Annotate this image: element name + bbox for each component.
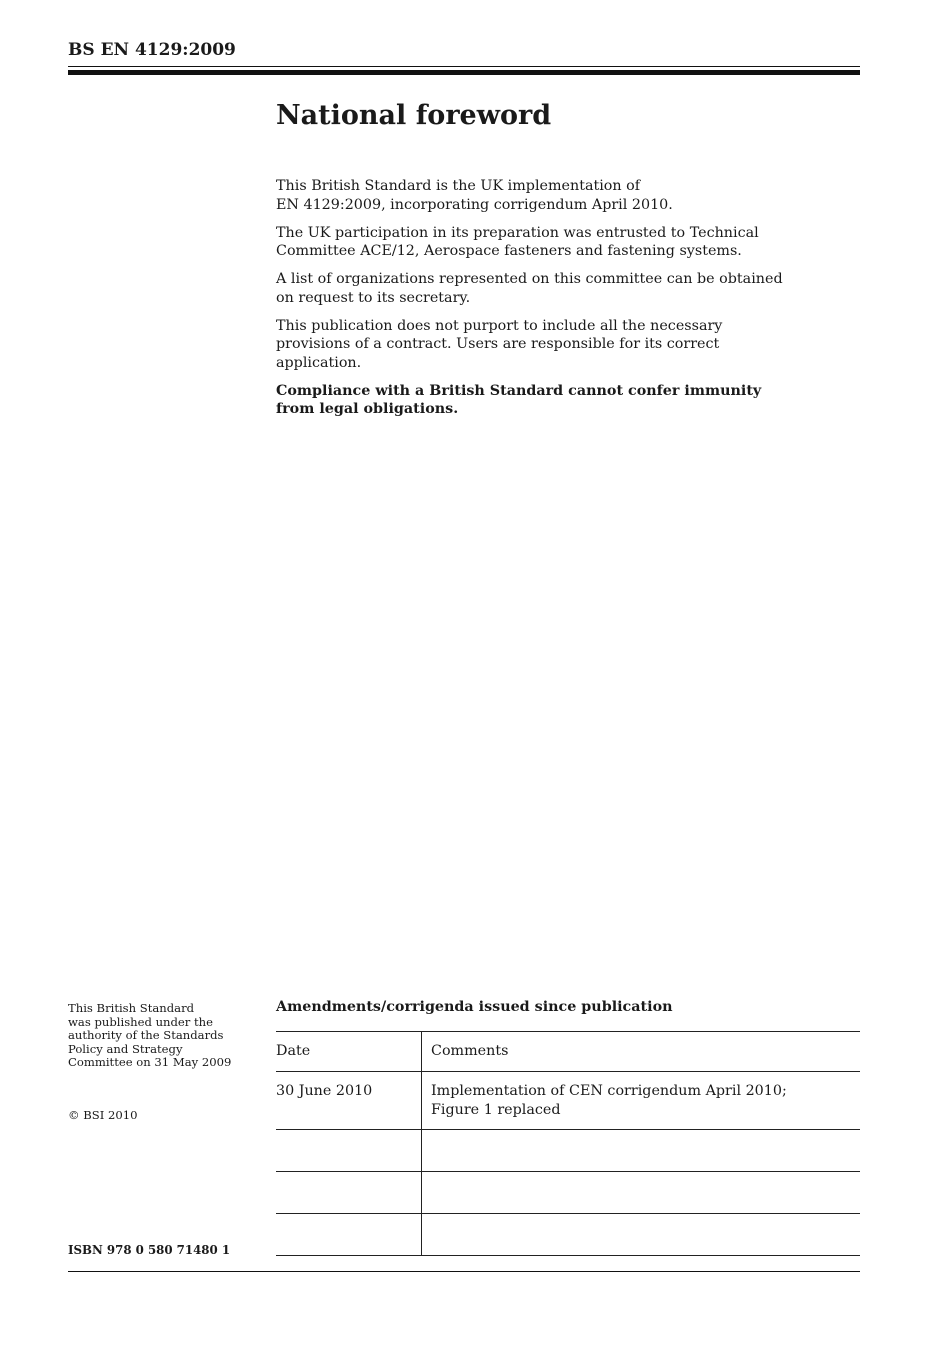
cell-comments xyxy=(422,1172,861,1214)
table-row xyxy=(276,1172,860,1214)
column-header-date: Date xyxy=(276,1032,422,1072)
page-heading: National foreword xyxy=(276,100,552,131)
amendments-title: Amendments/corrigenda issued since publication xyxy=(276,999,673,1015)
isbn: ISBN 978 0 580 71480 1 xyxy=(68,1243,231,1257)
table-row xyxy=(276,1214,860,1256)
table-header-row xyxy=(276,1032,860,1072)
footer-rule xyxy=(68,1271,860,1272)
copyright-notice: © BSI 2010 xyxy=(68,1108,138,1122)
cell-comments xyxy=(422,1130,861,1172)
cell-date xyxy=(276,1130,422,1172)
paragraph-participation: The UK participation in its preparation was entrusted to Technical Committee ACE/12, Aerospace fasteners and fastening systems. xyxy=(276,224,759,259)
cell-date: 30 June 2010 xyxy=(276,1072,422,1130)
cell-comments: Implementation of CEN corrigendum April 2010; Figure 1 replaced xyxy=(422,1072,861,1130)
paragraph-organizations: A list of organizations represented on this committee can be obtained on request to its secretary. xyxy=(276,271,783,306)
column-header-comments: Comments xyxy=(422,1032,861,1072)
header-rule-thin xyxy=(68,66,860,67)
foreword-body xyxy=(276,177,816,428)
cell-comments xyxy=(422,1214,861,1256)
header-rule-thick xyxy=(68,70,860,75)
table-row xyxy=(276,1072,860,1130)
paragraph-compliance: Compliance with a British Standard cannot confer immunity from legal obligations. xyxy=(276,382,762,417)
paragraph-contract: This publication does not purport to include all the necessary provisions of a contract. Users are responsible for its correct application. xyxy=(276,317,723,371)
table-row xyxy=(276,1130,860,1172)
paragraph-implementation: This British Standard is the UK implementation of EN 4129:2009, incorporating corrigendum April 2010. xyxy=(276,178,673,213)
document-id: BS EN 4129:2009 xyxy=(68,40,236,60)
amendments-table xyxy=(276,1031,860,1256)
publication-note: This British Standard was published under the authority of the Standards Policy and Strategy Committee on 31 May 2009 xyxy=(68,1001,232,1069)
cell-date xyxy=(276,1172,422,1214)
cell-date xyxy=(276,1214,422,1256)
